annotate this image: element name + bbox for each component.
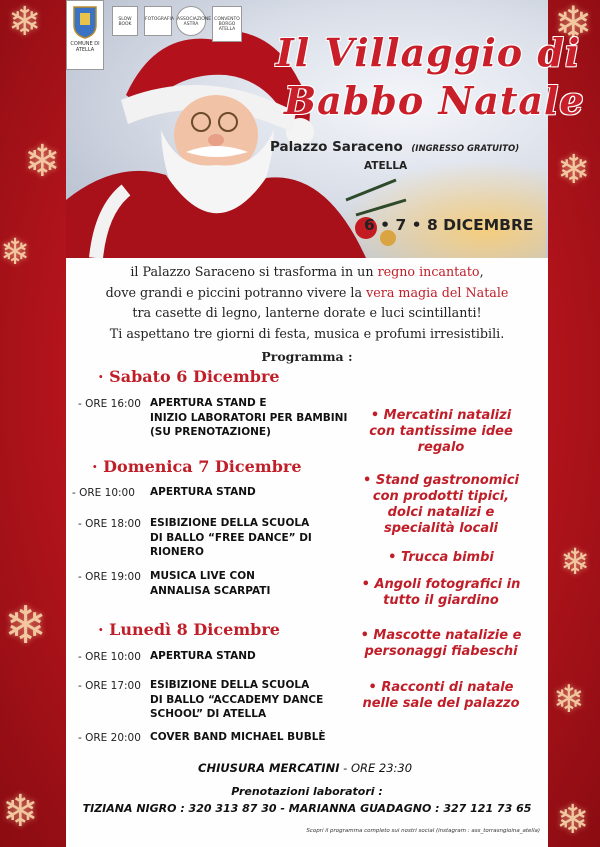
intro-line: Ti aspettano tre giorni di festa, musica e profumi irresistibili. xyxy=(109,325,505,341)
intro-text xyxy=(66,262,548,344)
program-heading: Programma : xyxy=(261,349,353,364)
comune-atella-logo: COMUNE DI ATELLA xyxy=(66,0,104,70)
event-time: - ORE 10:00 xyxy=(78,651,141,663)
day-heading: · Domenica 7 Dicembre xyxy=(92,457,302,476)
snowflake-icon: ❄ xyxy=(553,677,585,721)
town-name: ATELLA xyxy=(364,160,408,172)
event-time: - ORE 18:00 xyxy=(78,518,141,530)
event-time: - ORE 17:00 xyxy=(78,680,141,692)
social-footnote: Scopri il programma completo sui nostri social (instagram : ass_torrasngioina_atella) xyxy=(306,828,540,834)
event-time: - ORE 10:00 xyxy=(72,487,135,499)
event-title-line-1: Il Villaggio di xyxy=(276,30,581,75)
snowflake-icon: ❄ xyxy=(4,596,48,656)
admission-note: (INGRESSO GRATUITO) xyxy=(411,144,520,154)
booking-contacts: TIZIANA NIGRO : 320 313 87 30 - MARIANNA GUADAGNO : 327 121 73 65 xyxy=(82,802,532,815)
highlight-item: • Trucca bimbi xyxy=(388,550,494,565)
snowflake-icon: ❄ xyxy=(560,542,591,583)
event-time: - ORE 20:00 xyxy=(78,732,141,744)
snowflake-icon: ❄ xyxy=(2,786,39,837)
intro-line: il Palazzo Saraceno si trasforma in un regno incantato, xyxy=(130,264,484,279)
day-heading: · Lunedì 8 Dicembre xyxy=(98,620,280,639)
event-title-line-2: Babbo Natale xyxy=(284,78,585,123)
snowflake-icon: ❄ xyxy=(0,232,31,273)
highlight-item: • Mercatini natalizi con tantissime idee regalo xyxy=(369,408,513,455)
sponsor-logo: ASSOCIAZIONE ASTRA xyxy=(176,6,206,36)
event-time: - ORE 19:00 xyxy=(78,571,141,583)
intro-line: dove grandi e piccini potranno vivere la vera magia del Natale xyxy=(105,284,509,300)
day-heading: · Sabato 6 Dicembre xyxy=(98,367,280,386)
highlight-item: • Racconti di natale nelle sale del palazzo xyxy=(362,680,520,711)
venue-name: Palazzo Saraceno xyxy=(270,139,403,155)
event-activity: APERTURA STAND xyxy=(150,486,256,498)
event-dates: 6 • 7 • 8 DICEMBRE xyxy=(364,216,534,234)
sponsor-logo: SLOW BOOK xyxy=(112,6,138,36)
event-time: - ORE 16:00 xyxy=(78,398,141,410)
event-activity: MUSICA LIVE CON ANNALISA SCARPATI xyxy=(150,570,271,597)
snowflake-icon: ❄ xyxy=(557,147,591,193)
sponsor-logo: CONVENTO BORGO ATELLA xyxy=(212,6,242,42)
highlight-item: • Stand gastronomici con prodotti tipici, dolci natalizi e specialità locali xyxy=(363,473,519,536)
highlight-item: • Mascotte natalizie e personaggi fiabeschi xyxy=(360,628,522,659)
venue-line xyxy=(270,139,519,155)
sponsor-logo: FOTOGRAFIA xyxy=(144,6,172,36)
event-activity: COVER BAND MICHAEL BUBLÈ xyxy=(150,731,326,743)
event-activity: APERTURA STAND E INIZIO LABORATORI PER BAMBINI (SU PRENOTAZIONE) xyxy=(150,397,348,438)
highlight-item: • Angoli fotografici in tutto il giardino xyxy=(361,577,521,608)
market-closing xyxy=(198,761,412,775)
event-activity: APERTURA STAND xyxy=(150,650,256,662)
event-poster xyxy=(66,0,585,847)
event-activity: ESIBIZIONE DELLA SCUOLA DI BALLO “ACCADEMY DANCE SCHOOL” DI ATELLA xyxy=(150,679,324,720)
closing-label: CHIUSURA MERCATINI xyxy=(198,761,340,775)
event-activity: ESIBIZIONE DELLA SCUOLA DI BALLO “FREE DANCE” DI RIONERO xyxy=(150,517,312,558)
snowflake-icon: ❄ xyxy=(556,797,590,843)
intro-line: tra casette di legno, lanterne dorate e luci scintillanti! xyxy=(132,305,482,320)
closing-time: - ORE 23:30 xyxy=(339,761,413,775)
snowflake-icon: ❄ xyxy=(24,136,61,187)
snowflake-icon: ❄ xyxy=(554,0,593,50)
booking-label: Prenotazioni laboratori : xyxy=(231,785,383,798)
header-banner xyxy=(66,0,585,258)
snowflake-icon: ❄ xyxy=(8,0,42,45)
